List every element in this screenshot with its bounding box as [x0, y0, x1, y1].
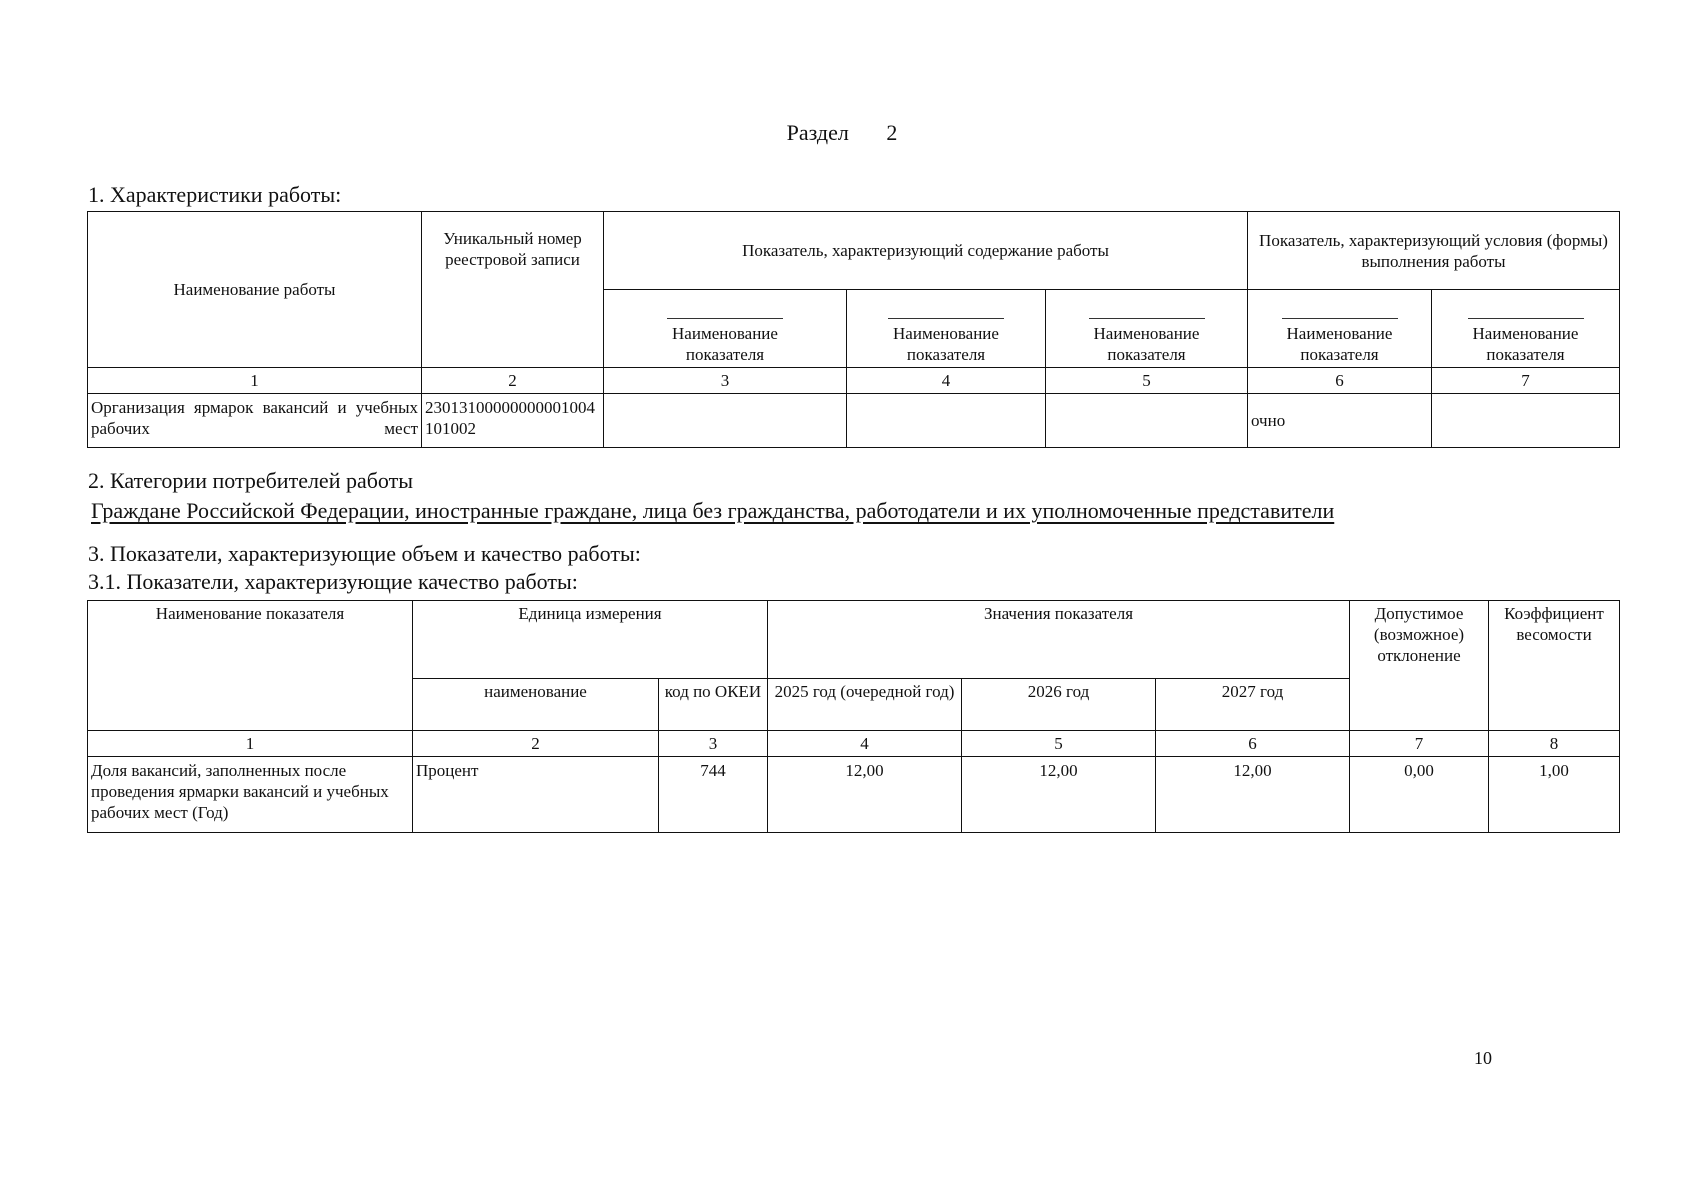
column-number: 3 — [604, 368, 847, 394]
form-cell: очно — [1248, 394, 1432, 448]
work-name-cell: Организация ярмарок вакансий и учебных рабочих мест — [88, 394, 422, 448]
section-title — [0, 120, 1684, 146]
column-number: 4 — [847, 368, 1046, 394]
page-number: 10 — [1474, 1048, 1492, 1068]
header-content-indicator: Показатель, характеризующий содержание работы — [604, 212, 1248, 290]
indicator-5-cell — [1046, 394, 1248, 448]
column-number: 1 — [88, 731, 413, 757]
table-row — [88, 757, 1620, 833]
column-number: 7 — [1432, 368, 1620, 394]
heading-consumer-categories: 2. Категории потребителей работы — [88, 468, 414, 493]
column-number-row — [88, 368, 1620, 394]
weight-cell: 1,00 — [1489, 757, 1620, 833]
header-values: Значения показателя — [768, 601, 1350, 679]
column-number: 2 — [413, 731, 659, 757]
column-number: 4 — [768, 731, 962, 757]
value-2026-cell: 12,00 — [962, 757, 1156, 833]
deviation-cell: 0,00 — [1350, 757, 1489, 833]
column-number: 8 — [1489, 731, 1620, 757]
section-number: 2 — [886, 120, 898, 145]
indicator-3-cell — [604, 394, 847, 448]
column-number: 5 — [1046, 368, 1248, 394]
subheader-indicator-7: Наименование показателя — [1432, 290, 1620, 368]
column-number-row — [88, 731, 1620, 757]
work-characteristics-table — [87, 211, 1620, 448]
unique-number-cell: 23013100000000001004101002 — [422, 394, 604, 448]
heading-work-characteristics: 1. Характеристики работы: — [88, 182, 342, 207]
unit-name-cell: Процент — [413, 757, 659, 833]
value-2027-cell: 12,00 — [1156, 757, 1350, 833]
heading-volume-quality: 3. Показатели, характеризующие объем и качество работы: — [88, 541, 641, 566]
header-work-name: Наименование работы — [88, 212, 422, 368]
subheader-indicator-3: Наименование показателя — [604, 290, 847, 368]
quality-indicators-table — [87, 600, 1620, 833]
header-year-2026: 2026 год — [962, 679, 1156, 731]
value-2025-cell: 12,00 — [768, 757, 962, 833]
column-number: 7 — [1350, 731, 1489, 757]
column-number: 1 — [88, 368, 422, 394]
table-row — [88, 394, 1620, 448]
column-number: 2 — [422, 368, 604, 394]
header-unique-number: Уникальный номер реестровой записи — [422, 212, 604, 368]
header-year-2027: 2027 год — [1156, 679, 1350, 731]
header-indicator-name: Наименование показателя — [88, 601, 413, 731]
column-number: 5 — [962, 731, 1156, 757]
subheader-indicator-6: Наименование показателя — [1248, 290, 1432, 368]
column-number: 6 — [1156, 731, 1350, 757]
header-unit-name: наименование — [413, 679, 659, 731]
subheader-indicator-4: Наименование показателя — [847, 290, 1046, 368]
subheader-indicator-5: Наименование показателя — [1046, 290, 1248, 368]
indicator-7-cell — [1432, 394, 1620, 448]
header-conditions-indicator: Показатель, характеризующий условия (формы) выполнения работы — [1248, 212, 1620, 290]
header-okei-code: код по ОКЕИ — [659, 679, 768, 731]
header-weight: Коэффициент весомости — [1489, 601, 1620, 731]
header-year-2025: 2025 год (очередной год) — [768, 679, 962, 731]
column-number: 6 — [1248, 368, 1432, 394]
section-label: Раздел — [786, 120, 849, 145]
header-unit: Единица измерения — [413, 601, 768, 679]
heading-quality-indicators: 3.1. Показатели, характеризующие качество работы: — [88, 569, 578, 594]
column-number: 3 — [659, 731, 768, 757]
indicator-4-cell — [847, 394, 1046, 448]
indicator-name-cell: Доля вакансий, заполненных после проведения ярмарки вакансий и учебных рабочих мест (Год) — [88, 757, 413, 833]
okei-code-cell: 744 — [659, 757, 768, 833]
consumer-categories-text: Граждане Российской Федерации, иностранные граждане, лица без гражданства, работодатели и их уполномоченные представители — [91, 498, 1335, 523]
header-deviation: Допустимое (возможное) отклонение — [1350, 601, 1489, 731]
